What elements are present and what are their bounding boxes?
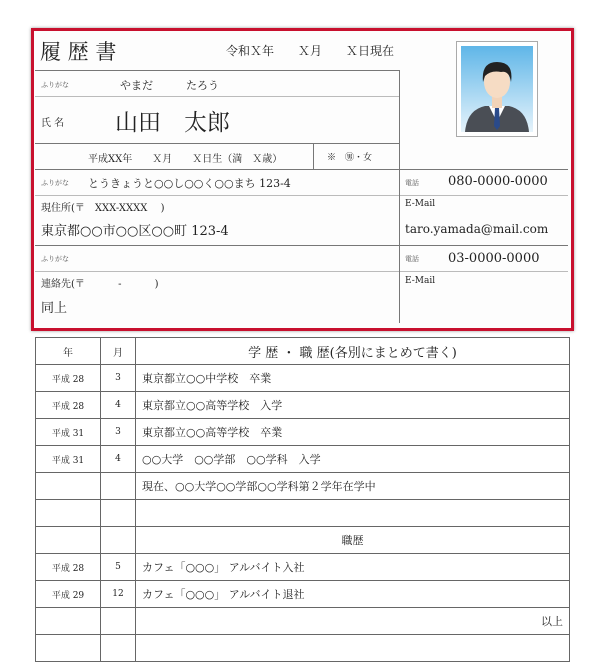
cell-text: 東京都立○○高等学校 入学	[136, 392, 570, 419]
contact-email-label: E-Mail	[405, 276, 436, 286]
cell-month	[101, 608, 136, 635]
contact-tel-label: 電話	[405, 255, 419, 263]
birth-date: 平成XX年 Ｘ月 Ｘ日生（満 Ｘ歳）	[88, 154, 283, 165]
cell-month	[101, 500, 136, 527]
name-label: 氏 名	[41, 118, 65, 129]
page-title: 履 歴 書	[40, 40, 117, 64]
cell-month: 3	[101, 365, 136, 392]
col-month: 月	[101, 338, 136, 365]
cell-month: 4	[101, 392, 136, 419]
table-row	[36, 419, 570, 446]
cell-month: 3	[101, 419, 136, 446]
cell-month	[101, 635, 136, 662]
table-row	[36, 392, 570, 419]
cell-year	[36, 500, 101, 527]
history-table	[35, 337, 570, 662]
table-row	[36, 527, 570, 554]
contact-furigana-label: ふりがな	[41, 255, 69, 263]
cell-month	[101, 473, 136, 500]
table-row	[36, 608, 570, 635]
cell-year: 平成 28	[36, 365, 101, 392]
table-row	[36, 500, 570, 527]
tel-label: 電話	[405, 179, 419, 187]
date-current: 令和Ｘ年 Ｘ月 Ｘ日現在	[226, 44, 395, 58]
table-row	[36, 446, 570, 473]
name-furigana-label: ふりがな	[41, 81, 69, 89]
contact-tel-value: 03-0000-0000	[448, 251, 540, 266]
address-furigana-label: ふりがな	[41, 179, 69, 187]
address-value: 東京都○○市○○区○○町 123-4	[41, 224, 229, 239]
address-furigana: とうきょうと○○し○○く○○まち 123-4	[88, 177, 291, 190]
cell-text: カフェ「○○○」 アルバイト退社	[136, 581, 570, 608]
col-history: 学 歴 ・ 職 歴(各別にまとめて書く)	[136, 338, 570, 365]
contact-postal: 連絡先(〒 - )	[41, 279, 159, 290]
table-row	[36, 365, 570, 392]
cell-month: 12	[101, 581, 136, 608]
cell-text: 以上	[136, 608, 570, 635]
email-label: E-Mail	[405, 199, 436, 209]
person-avatar-icon	[457, 42, 537, 136]
cell-month: 4	[101, 446, 136, 473]
cell-year	[36, 473, 101, 500]
col-year: 年	[36, 338, 101, 365]
cell-month: 5	[101, 554, 136, 581]
cell-year	[36, 635, 101, 662]
name-furigana: やまだ たろう	[120, 79, 219, 92]
cell-text	[136, 635, 570, 662]
cell-year	[36, 608, 101, 635]
cell-text: 職歴	[136, 527, 570, 554]
contact-value: 同上	[41, 301, 68, 316]
cell-year: 平成 31	[36, 419, 101, 446]
table-row	[36, 554, 570, 581]
table-row	[36, 473, 570, 500]
id-photo	[456, 41, 538, 137]
cell-year: 平成 29	[36, 581, 101, 608]
email-value: taro.yamada@mail.com	[405, 222, 549, 236]
cell-year: 平成 28	[36, 554, 101, 581]
table-row	[36, 635, 570, 662]
tel-value: 080-0000-0000	[448, 174, 548, 189]
cell-year	[36, 527, 101, 554]
cell-year: 平成 31	[36, 446, 101, 473]
cell-text: カフェ「○○○」 アルバイト入社	[136, 554, 570, 581]
cell-month	[101, 527, 136, 554]
cell-text: ○○大学 ○○学部 ○○学科 入学	[136, 446, 570, 473]
table-row	[36, 581, 570, 608]
name-value: 山田 太郎	[115, 110, 230, 136]
gender: ※ ㊚・女	[327, 153, 373, 163]
cell-text: 東京都立○○中学校 卒業	[136, 365, 570, 392]
address-postal: 現住所(〒 XXX-XXXX )	[41, 203, 165, 214]
cell-text	[136, 500, 570, 527]
cell-text: 東京都立○○高等学校 卒業	[136, 419, 570, 446]
cell-year: 平成 28	[36, 392, 101, 419]
cell-text: 現在、○○大学○○学部○○学科第２学年在学中	[136, 473, 570, 500]
